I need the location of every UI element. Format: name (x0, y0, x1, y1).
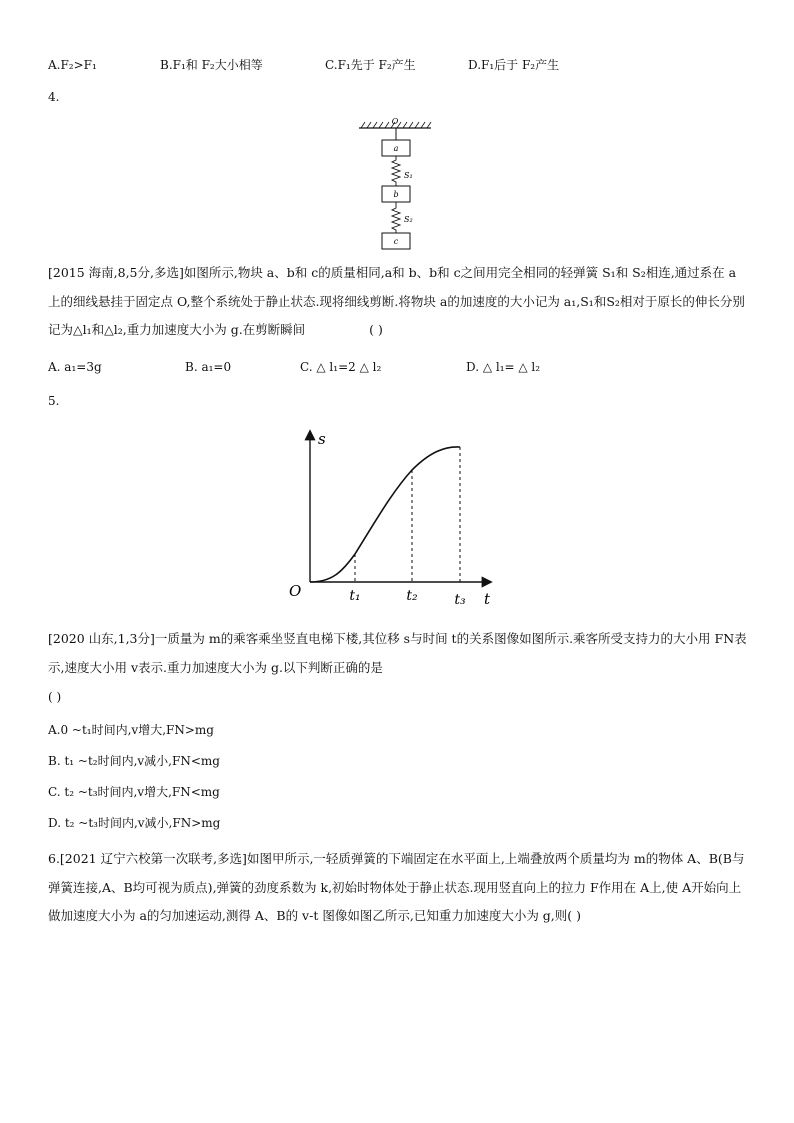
block-a-label: a (393, 144, 399, 153)
displacement-curve (310, 447, 460, 582)
q5-option-b: B. t₁ ~t₂时间内,v减小,FN<mg (48, 754, 220, 768)
spring-s2 (392, 202, 400, 233)
block-c-label: c (393, 237, 399, 246)
x-axis-label: t (484, 590, 491, 608)
q5-st-graph (280, 422, 500, 612)
q5-option-a: A.0 ~t₁时间内,v增大,FN>mg (48, 723, 214, 737)
origin-label: O (289, 582, 302, 600)
spring-s1 (392, 156, 400, 186)
q3-option-a: A.F₂>F₁ (48, 58, 97, 72)
q5-number: 5. (48, 394, 60, 408)
tick-t3: t₃ (454, 592, 466, 608)
q4-stem (48, 259, 748, 349)
q5-answer-blank: ( ) (48, 690, 62, 704)
y-axis-label: s (318, 430, 326, 448)
q3-option-c: C.F₁先于 F₂产生 (325, 58, 416, 72)
q4-answer-blank: ( ) (369, 322, 383, 337)
q3-option-d: D.F₁后于 F₂产生 (468, 58, 560, 72)
q4-number: 4. (48, 90, 60, 104)
q6-stem: 6.[2021 辽宁六校第一次联考,多选]如图甲所示,一轻质弹簧的下端固定在水平面上,上端叠放两个质量均为 m的物体 A、B(B与弹簧连接,A、B均可视为质点),弹簧的劲度系数为 k,初始时物体处于静止状态.现用竖直向上的拉力 F作用在 A上,使 A开始向上做加速度大小为 a的匀加速运动,测得 A、B的 v-t 图像如图乙所示,已知重力加速度大小为 g,则( ) (48, 851, 745, 923)
q4-option-a: A. a₁=3g (48, 360, 102, 374)
spring-s1-label: S₁ (404, 171, 413, 180)
q5-option-c: C. t₂ ~t₃时间内,v增大,FN<mg (48, 785, 220, 799)
q4-option-b: B. a₁=0 (185, 360, 232, 374)
spring-s2-label: S₂ (404, 215, 413, 224)
block-b-label: b (393, 190, 399, 199)
q4-stem-text: [2015 海南,8,5分,多选]如图所示,物块 a、b和 c的质量相同,a和 b、b和 c之间用完全相同的轻弹簧 S₁和 S₂相连,通过系在 a上的细线悬挂于固定点 O,整个系统处于静止状态.现将细线剪断.将物块 a的加速度的大小记为 a₁,S₁和S₂相对于原长的伸长分别记为△l₁和△l₂,重力加速度大小为 g.在剪断瞬间 (48, 265, 745, 337)
q3-option-b: B.F₁和 F₂大小相等 (160, 58, 263, 72)
q4-spring-block-figure (355, 116, 435, 254)
q4-option-d: D. △ l₁= △ l₂ (466, 360, 541, 374)
q5-option-d: D. t₂ ~t₃时间内,v减小,FN>mg (48, 816, 221, 830)
tick-t2: t₂ (406, 588, 418, 604)
tick-t1: t₁ (349, 588, 361, 604)
q5-stem: [2020 山东,1,3分]一质量为 m的乘客乘坐竖直电梯下楼,其位移 s与时间 t的关系图像如图所示.乘客所受支持力的大小用 FN表示,速度大小用 v表示.重力加速度大小为 g.以下判断正确的是 (48, 631, 747, 675)
pivot-label: O (391, 117, 399, 126)
q4-option-c: C. △ l₁=2 △ l₂ (300, 360, 382, 374)
